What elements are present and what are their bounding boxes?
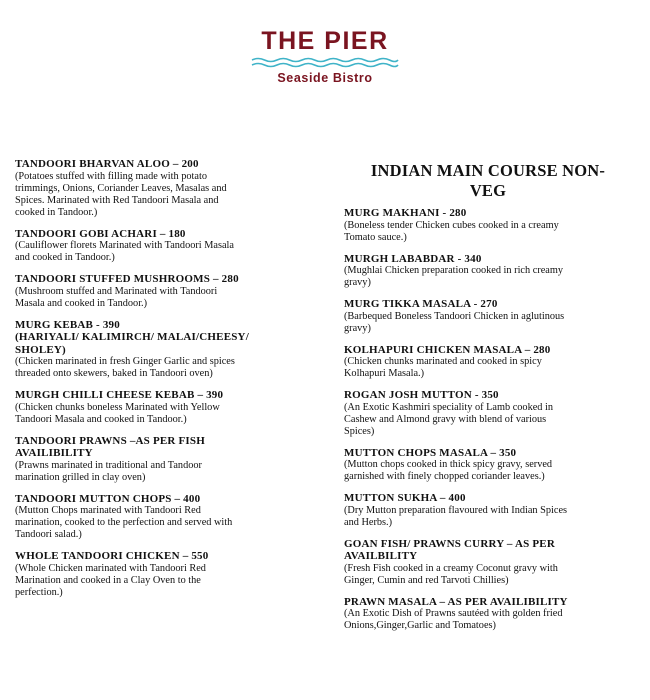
menu-item-description: (Whole Chicken marinated with Tandoori Red Marination and cooked in a Clay Oven to the perfection.) <box>15 562 206 598</box>
menu-item-name: TANDOORI PRAWNS –AS PER FISH AVAILIBILITY <box>15 434 205 459</box>
menu-item <box>15 389 315 426</box>
menu-item-description: (Mutton chops cooked in thick spicy gravy, served garnished with finely chopped coriander leaves.) <box>344 459 553 482</box>
menu-item <box>344 344 632 381</box>
menu-item <box>344 207 632 244</box>
menu-item-name: TANDOORI BHARVAN ALOO – 200 <box>15 158 199 170</box>
menu-item-description: (An Exotic Kashmiri speciality of Lamb cooked in Cashew and Almond gravy with blend of various Spices) <box>344 401 554 437</box>
menu-item-name: MURGH LABABDAR - 340 <box>344 252 482 265</box>
menu-item-name: PRAWN MASALA – AS PER AVAILIBILITY <box>344 595 568 608</box>
menu-item <box>15 319 315 381</box>
menu-item-description: (Mutton Chops marinated with Tandoori Red marination, cooked to the perfection and served with Tandoori salad.) <box>15 505 233 540</box>
menu-item-description: (Mughlai Chicken preparation cooked in rich creamy gravy) <box>344 265 564 288</box>
menu-item-description: (Cauliflower florets Marinated with Tandoori Masala and cooked in Tandoor.) <box>15 240 234 263</box>
menu-item-name: TANDOORI MUTTON CHOPS – 400 <box>15 492 201 505</box>
menu-item-description: (Potatoes stuffed with filling made with potato trimmings, Onions, Coriander Leaves, Masalas and Spices. Marinated with Red Tandoori Masala and cooked in Tandoor.) <box>15 170 227 218</box>
menu-item-description: (Dry Mutton preparation flavoured with Indian Spices and Herbs.) <box>344 504 568 528</box>
menu-item-name: TANDOORI GOBI ACHARI – 180 <box>15 227 186 240</box>
menu-item <box>15 158 315 219</box>
menu-item <box>15 493 315 542</box>
menu-item-name: MURGH CHILLI CHEESE KEBAB – 390 <box>15 389 224 401</box>
section-title: INDIAN MAIN COURSE NON- VEG <box>370 161 606 200</box>
waves-icon <box>250 57 400 69</box>
left-menu-column <box>15 158 315 608</box>
menu-item <box>15 435 315 484</box>
menu-item-name: KOLHAPURI CHICKEN MASALA – 280 <box>344 343 551 356</box>
menu-item-description: (Chicken chunks marinated and cooked in spicy Kolhapuri Masala.) <box>344 356 542 379</box>
menu-item <box>344 596 632 633</box>
menu-item <box>344 389 632 438</box>
menu-item-name: MURG MAKHANI - 280 <box>344 207 467 219</box>
menu-item <box>15 550 315 599</box>
menu-item <box>15 273 315 310</box>
menu-item-name: TANDOORI STUFFED MUSHROOMS – 280 <box>15 273 239 285</box>
menu-item-name: GOAN FISH/ PRAWNS CURRY – AS PER AVAILBILITY <box>344 537 555 562</box>
menu-item <box>344 492 632 529</box>
menu-item-description: (Chicken marinated in fresh Ginger Garlic and spices threaded onto skewers, baked in Tandoori oven) <box>15 356 235 379</box>
menu-item <box>344 538 632 587</box>
menu-item-name: MURG TIKKA MASALA - 270 <box>344 298 498 310</box>
menu-item <box>344 447 632 484</box>
menu-item-description: (Boneless tender Chicken cubes cooked in a creamy Tomato sauce.) <box>344 219 559 243</box>
menu-item <box>344 253 632 290</box>
menu-item-description: (Chicken chunks boneless Marinated with Yellow Tandoori Masala and cooked in Tandoor.) <box>15 401 220 425</box>
menu-item-description: (Barbequed Boneless Tandoori Chicken in aglutinous gravy) <box>344 310 565 334</box>
menu-item-description: (Mushroom stuffed and Marinated with Tandoori Masala and cooked in Tandoor.) <box>15 285 218 309</box>
restaurant-logo <box>0 26 650 85</box>
menu-item-description: (Fresh Fish cooked in a creamy Coconut gravy with Ginger, Cumin and red Tarvoti Chillies) <box>344 562 558 586</box>
menu-item <box>344 298 632 335</box>
restaurant-name: THE PIER <box>261 27 389 55</box>
menu-item-name: WHOLE TANDOORI CHICKEN – 550 <box>15 550 209 562</box>
menu-item-description: (An Exotic Dish of Prawns sautéed with golden fried Onions,Ginger,Garlic and Tomatoes) <box>344 608 563 631</box>
menu-item <box>15 228 315 265</box>
menu-item-name: ROGAN JOSH MUTTON - 350 <box>344 389 499 401</box>
menu-item-name: MUTTON CHOPS MASALA – 350 <box>344 446 517 459</box>
restaurant-tagline: Seaside Bistro <box>277 71 373 85</box>
menu-item-description: (Prawns marinated in traditional and Tandoor marination grilled in clay oven) <box>15 459 202 483</box>
right-menu-column <box>344 158 632 641</box>
menu-item-name: MURG KEBAB - 390 (HARIYALI/ KALIMIRCH/ MALAI/CHEESY/ SHOLEY) <box>15 318 249 356</box>
menu-item-name: MUTTON SUKHA – 400 <box>344 492 466 504</box>
